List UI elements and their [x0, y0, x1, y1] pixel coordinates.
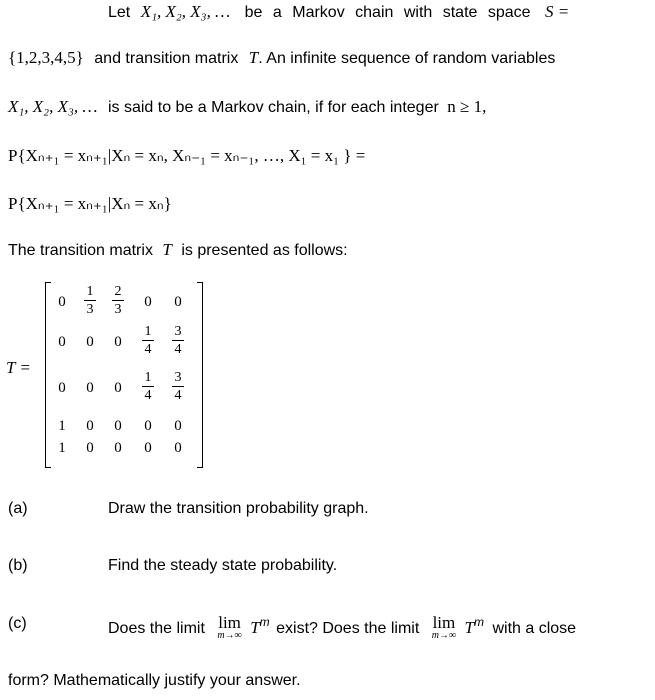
fraction-numerator: 2	[114, 284, 122, 299]
intro-line-1	[108, 2, 569, 22]
question-c-text	[108, 615, 576, 641]
matrix-cell-fraction	[140, 370, 156, 403]
matrix-label: T =	[6, 358, 31, 377]
fraction-denominator: 3	[114, 302, 122, 317]
intro-definition-text: is said to be a Markov chain, if for each integer	[107, 99, 439, 116]
question-c-part-2: exist? Does the limit	[276, 620, 420, 637]
limit-2-T: T	[464, 618, 475, 637]
fraction-numerator: 1	[144, 324, 152, 339]
matrix-intro	[8, 240, 348, 260]
limit-2	[432, 615, 456, 641]
intro-S: S =	[545, 2, 570, 21]
fraction-bar	[112, 300, 124, 301]
matrix-cell: 0	[58, 294, 66, 310]
intro-vars: X₁, X₂, X₃, …	[140, 2, 231, 21]
matrix-intro-text: The transition matrix	[8, 242, 153, 259]
matrix-cell: 0	[114, 440, 122, 456]
matrix-cell: 1	[58, 440, 66, 456]
matrix-cell: 0	[86, 418, 94, 434]
limit-2-exp: m	[474, 615, 485, 629]
matrix-cell: 0	[174, 294, 182, 310]
matrix-cell: 0	[114, 380, 122, 396]
fraction-numerator: 3	[174, 370, 182, 385]
matrix-cell: 0	[58, 380, 66, 396]
question-c-label: (c)	[8, 615, 27, 632]
intro-T: T	[248, 48, 259, 67]
matrix-intro-T: T	[162, 240, 172, 259]
fraction-denominator: 4	[174, 388, 182, 403]
fraction-numerator: 1	[86, 284, 94, 299]
intro-let: Let	[108, 4, 131, 21]
intro-line-3	[8, 97, 486, 117]
fraction-numerator: 3	[174, 324, 182, 339]
equation-1: P{Xₙ₊₁ = xₙ₊₁|Xₙ = xₙ, Xₙ₋₁ = xₙ₋₁, …, X₁ = x₁ } =	[8, 146, 366, 165]
intro-sequence-text: . An infinite sequence of random variables	[258, 50, 556, 67]
matrix-cell: 0	[86, 380, 94, 396]
limit-1-sub: m→∞	[217, 630, 242, 641]
question-c-continuation: form? Mathematically justify your answer.	[8, 672, 301, 689]
limit-1	[217, 615, 241, 641]
matrix-left-bracket	[45, 282, 51, 468]
fraction-numerator: 1	[144, 370, 152, 385]
matrix-cell: 0	[174, 440, 182, 456]
matrix-cell-fraction	[82, 284, 98, 317]
intro-condition: n ≥ 1,	[447, 97, 487, 116]
question-c-part-1: Does the limit	[108, 620, 205, 637]
fraction-bar	[142, 340, 154, 341]
fraction-denominator: 4	[144, 342, 152, 357]
fraction-denominator: 4	[144, 388, 152, 403]
fraction-bar	[172, 340, 184, 341]
matrix-cell-fraction	[170, 370, 186, 403]
fraction-bar	[172, 386, 184, 387]
matrix-cell: 0	[144, 440, 152, 456]
limit-1-lim: lim	[218, 613, 241, 632]
limit-2-lim: lim	[432, 613, 456, 632]
matrix-cell-fraction	[110, 284, 126, 317]
matrix-cell: 0	[174, 418, 182, 434]
intro-line-2	[8, 48, 555, 68]
matrix-cell: 0	[86, 440, 94, 456]
fraction-bar	[84, 300, 96, 301]
matrix-cell: 0	[144, 294, 152, 310]
matrix-intro-text-2: is presented as follows:	[181, 242, 348, 259]
matrix-cell-fraction	[140, 324, 156, 357]
limit-1-exp: m	[259, 615, 270, 629]
intro-state-space-text: be a Markov chain with state space	[244, 4, 531, 21]
intro-vars-2: X₁, X₂, X₃, …	[8, 97, 98, 116]
fraction-denominator: 3	[86, 302, 94, 317]
question-a-text: Draw the transition probability graph.	[108, 500, 369, 517]
question-b-text: Find the steady state probability.	[108, 557, 338, 574]
question-c-part-3: with a close	[492, 620, 577, 637]
limit-1-T: T	[250, 618, 260, 637]
transition-matrix	[45, 282, 203, 468]
matrix-cell: 0	[58, 334, 66, 350]
fraction-bar	[142, 386, 154, 387]
question-b-label: (b)	[8, 557, 28, 574]
matrix-cell-fraction	[170, 324, 186, 357]
question-a-label: (a)	[8, 500, 28, 517]
matrix-cell: 0	[114, 418, 122, 434]
matrix-cell: 1	[58, 418, 66, 434]
fraction-denominator: 4	[174, 342, 182, 357]
state-set: {1,2,3,4,5}	[8, 48, 84, 67]
matrix-cell: 0	[114, 334, 122, 350]
intro-transition-text: and transition matrix	[94, 50, 239, 67]
limit-2-sub: m→∞	[431, 630, 457, 641]
matrix-cell: 0	[144, 418, 152, 434]
equation-2: P{Xₙ₊₁ = xₙ₊₁|Xₙ = xₙ}	[8, 194, 172, 213]
matrix-cell: 0	[86, 334, 94, 350]
matrix-right-bracket	[197, 282, 203, 468]
